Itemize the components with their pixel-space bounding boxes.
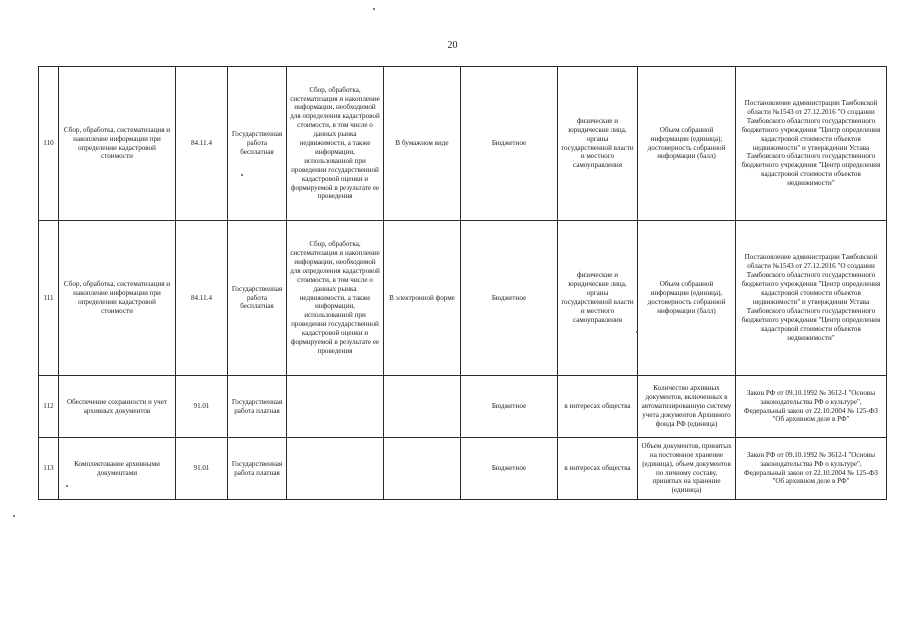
work-content: Сбор, обработка, систематизация и накопление информации, необходимой для определения кадастровой стоимости, в том числе о данных рынка недвижимости, а также информации, использованной при проведении государственной кадастровой оценки и формируемой в результате ее проведения [287,67,384,221]
quality-indicator: Объем собранной информации (единица); достоверность собранной информации (балл) [638,67,736,221]
legal-basis: Закон РФ от 09.10.1992 № 3612-I "Основы законодательства РФ о культуре", Федеральный закон от 22.10.2004 № 125-ФЗ "Об архивном деле в РФ" [736,438,887,500]
legal-basis: Закон РФ от 09.10.1992 № 3612-I "Основы законодательства РФ о культуре", Федеральный закон от 22.10.2004 № 125-ФЗ "Об архивном деле в РФ" [736,376,887,438]
table-row [39,221,887,376]
scan-speck [636,331,638,333]
services-table [38,66,887,500]
consumers: физические и юридические лица, органы государственной власти и местного самоуправления [558,67,638,221]
row-number: 112 [39,376,59,438]
okved-code: 91.01 [176,376,228,438]
work-kind: Государственная работа платная [228,376,287,438]
row-number: 111 [39,221,59,376]
funding-type: Бюджетное [461,67,558,221]
work-form [384,438,461,500]
work-kind: Государственная работа платная [228,438,287,500]
work-name: Обеспечение сохранности и учет архивных документов [59,376,176,438]
table-row [39,376,887,438]
funding-type: Бюджетное [461,438,558,500]
work-content: Сбор, обработка, систематизация и накопление информации, необходимой для определения кадастровой стоимости, в том числе о данных рынка недвижимости, а также информации, использованной при проведении государственной кадастровой оценки и формируемой в результате ее проведения [287,221,384,376]
work-form: В бумажном виде [384,67,461,221]
quality-indicator: Количество архивных документов, включенных в автоматизированную систему учета документов Архивного фонда РФ (единица) [638,376,736,438]
consumers: в интересах общества [558,438,638,500]
work-kind: Государственная работа бесплатная [228,221,287,376]
work-name: Сбор, обработка, систематизация и накопление информации при определении кадастровой стоимости [59,221,176,376]
work-content [287,376,384,438]
work-form [384,376,461,438]
consumers: физические и юридические лица, органы государственной власти и местного самоуправления [558,221,638,376]
quality-indicator: Объем документов, принятых на постоянное хранение (единица), объем документов по личному составу, принятых на хранение (единица) [638,438,736,500]
page-number: 20 [447,40,458,51]
work-name: Комплектование архивными документами [59,438,176,500]
consumers: в интересах общества [558,376,638,438]
scan-speck [373,8,375,10]
table-row [39,67,887,221]
scan-speck [13,515,15,517]
row-number: 113 [39,438,59,500]
legal-basis: Постановление администрации Тамбовской области №1543 от 27.12.2016 "О создании Тамбовского областного государственного бюджетного учреждения "Центр определения кадастровой стоимости объектов недвижимости" и утверждении Устава Тамбовского областного государственного бюджетного учреждения "Центр определения кадастровой стоимости объектов недвижимости" [736,67,887,221]
funding-type: Бюджетное [461,376,558,438]
quality-indicator: Объем собранной информации (единица), достоверность собранной информации (балл) [638,221,736,376]
okved-code: 84.11.4 [176,221,228,376]
work-form: В электронной форме [384,221,461,376]
work-kind: Государственная работа бесплатная [228,67,287,221]
work-content [287,438,384,500]
table-row [39,438,887,500]
scan-speck [66,485,68,487]
funding-type: Бюджетное [461,221,558,376]
work-name: Сбор, обработка, систематизация и накопление информации при определении кадастровой стоимости [59,67,176,221]
okved-code: 84.11.4 [176,67,228,221]
okved-code: 91.01 [176,438,228,500]
legal-basis: Постановление администрации Тамбовской области №1543 от 27.12.2016 "О создании Тамбовского областного государственного бюджетного учреждения "Центр определения кадастровой стоимости объектов недвижимости" и утверждении Устава Тамбовского областного государственного бюджетного учреждения "Центр определения кадастровой стоимости объектов недвижимости" [736,221,887,376]
row-number: 110 [39,67,59,221]
scan-speck [241,174,243,176]
